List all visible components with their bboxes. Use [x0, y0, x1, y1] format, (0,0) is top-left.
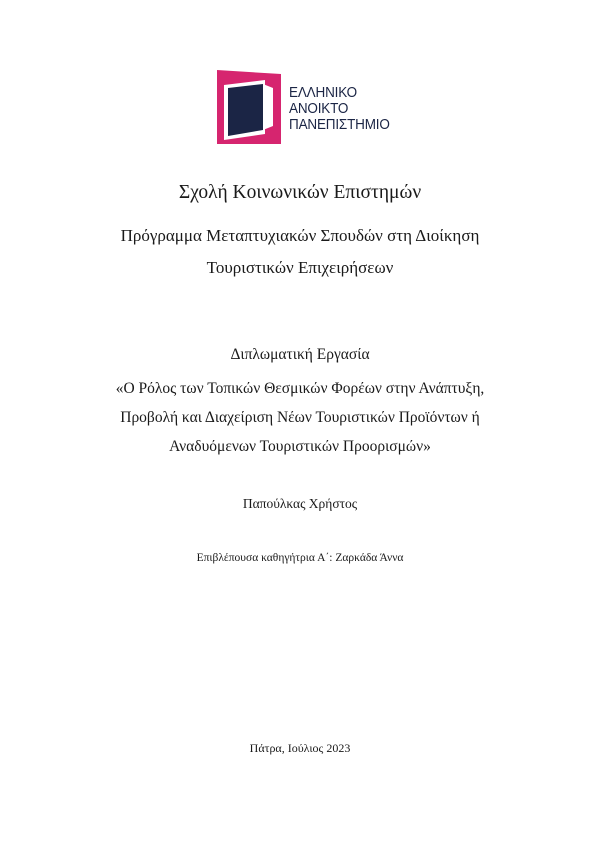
thesis-title-line-3: Αναδυόμενων Τουριστικών Προορισμών» [169, 438, 431, 455]
supervisor: Επιβλέπουσα καθηγήτρια Α΄: Ζαρκάδα Άννα [196, 552, 404, 564]
thesis-title-line-2: Προβολή και Διαχείριση Νέων Τουριστικών Προϊόντων ή [120, 409, 480, 426]
place-and-date: Πάτρα, Ιούλιος 2023 [249, 741, 351, 755]
author-name: Παπούλκας Χρήστος [242, 496, 358, 511]
university-logo [217, 70, 417, 146]
program-name-line-1: Πρόγραμμα Μεταπτυχιακών Σπουδών στη Διοίκηση [120, 226, 480, 245]
logo-line-1: ΕΛΛΗΝΙΚΟ [289, 84, 357, 101]
school-name: Σχολή Κοινωνικών Επιστημών [178, 182, 422, 203]
thesis-title-line-1: «Ο Ρόλος των Τοπικών Θεσμικών Φορέων στην Ανάπτυξη, [115, 380, 485, 397]
logo-line-2: ΑΝΟΙΚΤΟ [289, 100, 349, 117]
program-name-line-2: Τουριστικών Επιχειρήσεων [206, 258, 394, 277]
logo-line-3: ΠΑΝΕΠΙΣΤΗΜΙΟ [289, 116, 390, 133]
thesis-type: Διπλωματική Εργασία [230, 346, 370, 363]
open-book-icon [217, 70, 281, 144]
logo-wordmark [289, 85, 390, 133]
